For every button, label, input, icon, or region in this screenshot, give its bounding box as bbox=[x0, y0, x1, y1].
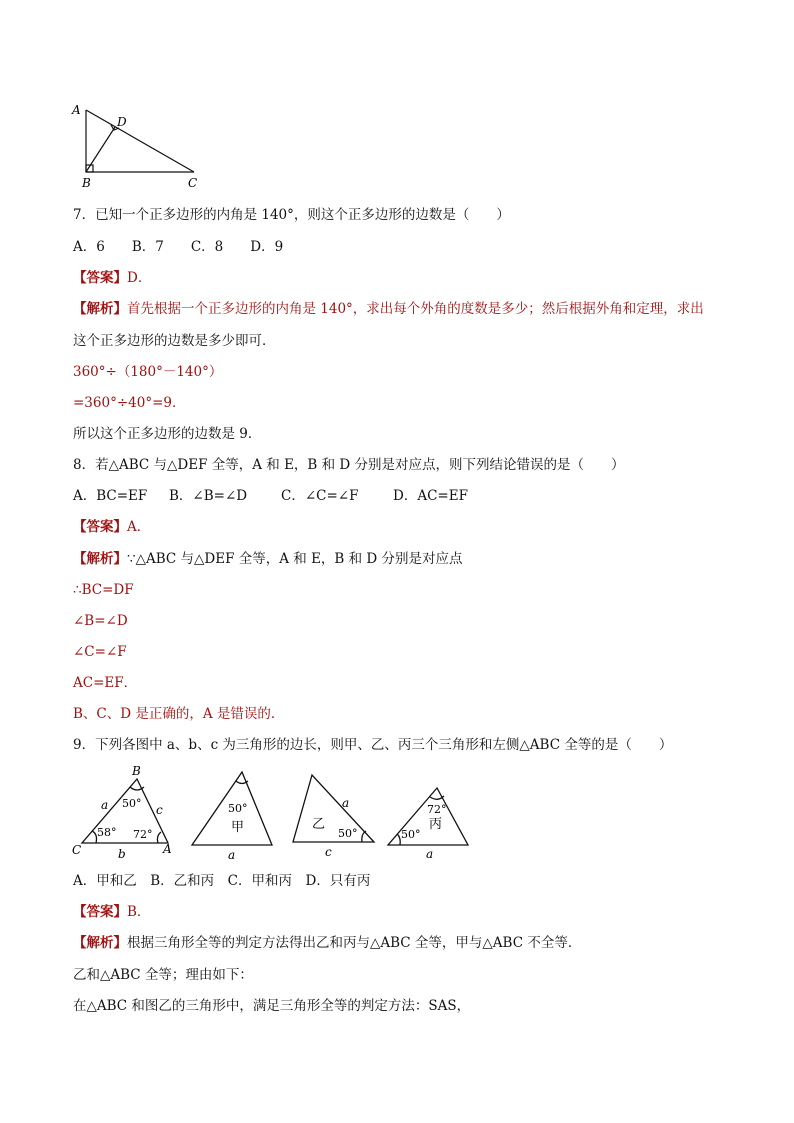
angle-58-label: 58° bbox=[97, 826, 117, 839]
q9-question: 9．下列各图中 a、b、c 为三角形的边长，则甲、乙、丙三个三角形和左侧△ABC 全等的是（ ） bbox=[73, 737, 673, 753]
angle-arc bbox=[397, 834, 400, 845]
bing-label: 丙 bbox=[429, 817, 443, 832]
q8-option-a: A．BC=EF bbox=[73, 488, 148, 504]
q8-option-b: B．∠B=∠D bbox=[169, 488, 248, 504]
q7-options: A．6 B．7 C．8 D．9 bbox=[73, 239, 284, 255]
answer-tag: 【答案】 bbox=[73, 270, 127, 286]
label-d: D bbox=[117, 115, 127, 129]
angle-arc bbox=[92, 831, 97, 843]
q8-analysis-1: 【解析】∵△ABC 与△DEF 全等，A 和 E，B 和 D 分别是对应点 bbox=[73, 551, 463, 567]
q7-analysis-1: 【解析】首先根据一个正多边形的内角是 140°，求出每个外角的度数是多少；然后根据外角和定理，求出 bbox=[73, 301, 704, 317]
angle-50-label: 50° bbox=[122, 797, 142, 810]
q8-conclusion: B、C、D 是正确的，A 是错误的． bbox=[73, 706, 285, 722]
q8-step-2: ∠B=∠D bbox=[73, 613, 128, 629]
bing-angle-50-label: 50° bbox=[401, 828, 421, 841]
answer-tag: 【答案】 bbox=[73, 904, 127, 920]
yi-side-a-label: a bbox=[342, 796, 350, 810]
yi-side-c-label: c bbox=[325, 845, 332, 859]
answer-value: B． bbox=[127, 904, 151, 920]
q7-conclusion: 所以这个正多边形的边数是 9． bbox=[73, 426, 262, 442]
jia-angle-label: 50° bbox=[228, 802, 248, 815]
q9-answer bbox=[73, 903, 150, 921]
segment-ac bbox=[86, 110, 194, 172]
q8-option-d: D．AC=EF bbox=[393, 488, 468, 504]
yi-label: 乙 bbox=[312, 817, 326, 832]
q7-calc-2: =360°÷40°=9． bbox=[73, 395, 186, 411]
q8-option-c: C．∠C=∠F bbox=[281, 488, 359, 504]
label-a: A bbox=[163, 842, 172, 856]
answer-tag: 【答案】 bbox=[73, 519, 127, 535]
triangle-bing bbox=[388, 788, 468, 845]
angle-arc bbox=[157, 832, 161, 843]
jia-side-label: a bbox=[228, 848, 236, 862]
q8-step-1: ∴BC=DF bbox=[73, 582, 134, 598]
q7-calc-1: 360°÷（180°－140°） bbox=[73, 364, 223, 380]
label-c: C bbox=[188, 176, 198, 190]
jia-label: 甲 bbox=[231, 820, 245, 835]
label-b: B bbox=[82, 176, 91, 190]
q9-triangles-figure bbox=[70, 762, 480, 864]
side-b-label: b bbox=[118, 847, 126, 861]
answer-value: D． bbox=[127, 270, 152, 286]
q9-analysis-1: 【解析】根据三角形全等的判定方法得出乙和丙与△ABC 全等，甲与△ABC 不全等． bbox=[73, 935, 582, 951]
bing-side-label: a bbox=[426, 847, 434, 861]
analysis-tag: 【解析】 bbox=[73, 551, 127, 567]
angle-72-label: 72° bbox=[133, 828, 153, 841]
q9-analysis-2: 乙和△ABC 全等；理由如下： bbox=[73, 967, 253, 983]
analysis-tag: 【解析】 bbox=[73, 935, 127, 951]
label-a: A bbox=[72, 103, 81, 117]
label-b: B bbox=[132, 764, 141, 778]
answer-value: A． bbox=[127, 519, 151, 535]
q7-analysis-2: 这个正多边形的边数是多少即可． bbox=[73, 333, 276, 349]
q7-question: 7．已知一个正多边形的内角是 140°，则这个正多边形的边数是（ ） bbox=[73, 207, 510, 223]
right-triangle-figure bbox=[70, 100, 210, 192]
q8-question: 8．若△ABC 与△DEF 全等，A 和 E，B 和 D 分别是对应点，则下列结论错误的是（ ） bbox=[73, 457, 625, 473]
bing-angle-72-label: 72° bbox=[427, 803, 447, 816]
yi-angle-label: 50° bbox=[338, 827, 358, 840]
q9-analysis-3: 在△ABC 和图乙的三角形中，满足三角形全等的判定方法：SAS， bbox=[73, 998, 471, 1014]
side-c-label: c bbox=[156, 803, 163, 817]
q8-answer bbox=[73, 518, 150, 536]
q8-step-3: ∠C=∠F bbox=[73, 644, 127, 660]
q8-options bbox=[73, 487, 468, 505]
q8-step-4: AC=EF． bbox=[73, 675, 138, 691]
q9-options: A．甲和乙 B．乙和丙 C．甲和丙 D．只有丙 bbox=[73, 873, 371, 889]
analysis-tag: 【解析】 bbox=[73, 301, 127, 317]
label-c: C bbox=[72, 843, 82, 857]
triangle-yi bbox=[293, 775, 374, 842]
side-a-label: a bbox=[101, 798, 109, 812]
q7-answer bbox=[73, 269, 151, 287]
